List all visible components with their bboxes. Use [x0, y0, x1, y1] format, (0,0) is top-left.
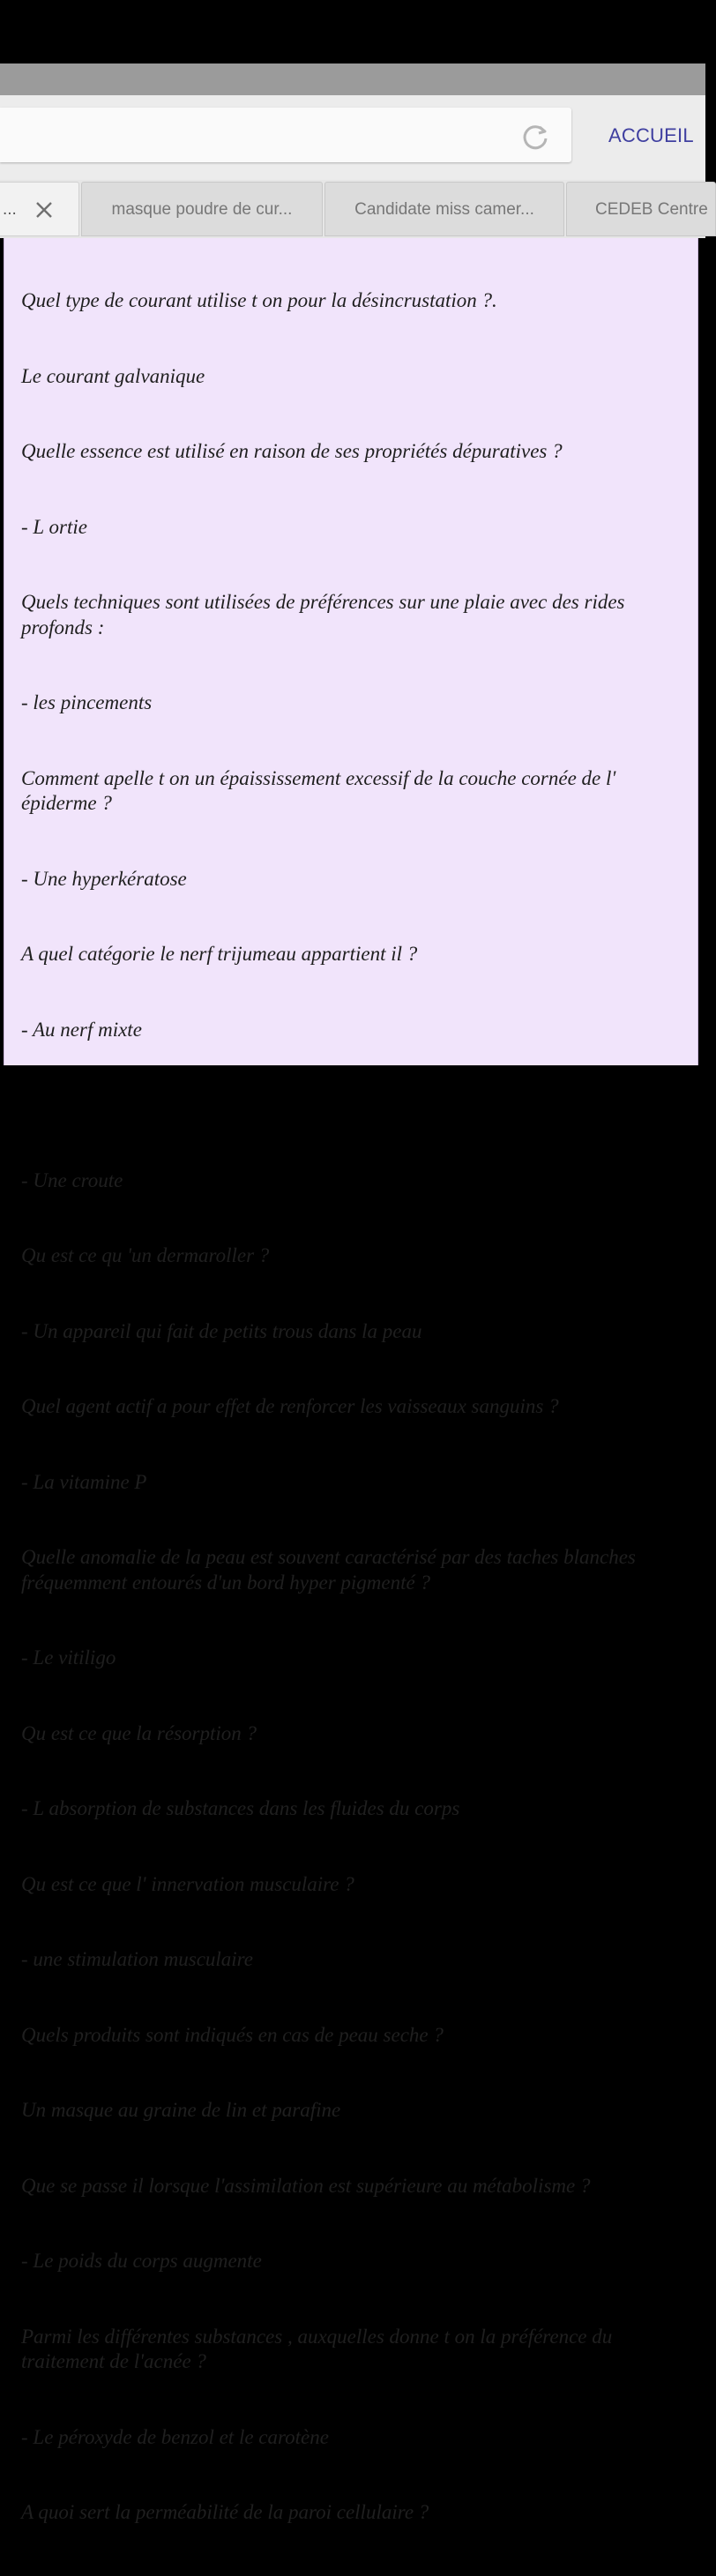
text-line: Quels techniques sont utilisées de préférences sur une plaie avec des rides profonds :	[21, 591, 630, 638]
page-content	[4, 238, 698, 2523]
text-line: Le courant galvanique	[21, 364, 205, 387]
text-line: Quel type de courant utilise t on pour la désincrustation ?.	[21, 289, 497, 311]
text-line: - Le poids du corps augmente	[21, 2250, 262, 2272]
navigation-bar-area	[0, 1065, 705, 1129]
tab-masque-poudre[interactable]	[81, 182, 323, 236]
url-bar[interactable]	[0, 108, 571, 162]
text-line: Parmi les différentes substances , auxquelles donne t on la préférence du traitement de l'acnée ?	[21, 2325, 618, 2372]
reload-icon[interactable]	[520, 122, 550, 152]
text-line: Quel agent actif a pour effet de renforcer les vaisseaux sanguins ?	[21, 1395, 559, 1417]
tab-cedeb[interactable]	[566, 182, 716, 236]
browser-toolbar	[0, 95, 705, 180]
text-line: Qu est ce qu 'un dermaroller ?	[21, 1244, 270, 1266]
close-icon[interactable]	[34, 200, 54, 220]
text-line: - une stimulation musculaire	[21, 1948, 253, 1970]
text-line: Qu est ce que la résorption ?	[21, 1721, 257, 1744]
status-bar-area	[0, 0, 705, 63]
text-line: - Le péroxyde de benzol et le carotène	[21, 2425, 329, 2448]
text-line: Qu est ce que l' innervation musculaire ?	[21, 1872, 354, 1895]
text-line: - Une croute	[21, 1169, 123, 1191]
text-line: Que se passe il lorsque l'assimilation est supérieure au métabolisme ?	[21, 2174, 591, 2197]
text-line: Quelle anomalie de la peau est souvent caractérisé par des taches blanches fréquemment entourés d'un bord hyper pigmenté ?	[21, 1546, 641, 1594]
text-line: - La vitamine P	[21, 1470, 147, 1493]
text-line: Comment apelle t on un épaississement excessif de la couche cornée de l' épiderme ?	[21, 766, 622, 814]
qa-text	[4, 238, 697, 2576]
text-line: - Au nerf mixte	[21, 1018, 142, 1041]
text-line: - les pincements	[21, 691, 153, 713]
text-line: - Un appareil qui fait de petits trous dans la peau	[21, 1319, 422, 1342]
text-line: - L ortie	[21, 515, 87, 538]
tab-candidate-miss[interactable]	[324, 182, 564, 236]
tab-current[interactable]	[0, 182, 79, 236]
tab-label: Candidate miss camer...	[354, 200, 534, 219]
browser-top-strip	[0, 63, 705, 95]
text-line: A quel catégorie le nerf trijumeau appartient il ?	[21, 943, 418, 965]
tab-label: masque poudre de cur...	[111, 200, 293, 219]
home-button[interactable]: ACCUEIL	[608, 124, 694, 146]
tab-label: ...	[3, 200, 17, 219]
text-line: Un masque au graine de lin et parafine	[21, 2099, 341, 2121]
text-line: - Le vitiligo	[21, 1646, 116, 1669]
text-line: Quelle essence est utilisé en raison de ses propriétés dépuratives ?	[21, 440, 563, 462]
text-line: Quels produits sont indiqués en cas de peau seche ?	[21, 2023, 444, 2046]
text-line: - L absorption de substances dans les fluides du corps	[21, 1797, 460, 1819]
text-line: A quoi sert la perméabilité de la paroi cellulaire ?	[21, 2501, 429, 2523]
tab-label: CEDEB Centre	[595, 200, 708, 219]
tab-strip	[0, 180, 708, 238]
text-line: - Une hyperkératose	[21, 867, 187, 890]
